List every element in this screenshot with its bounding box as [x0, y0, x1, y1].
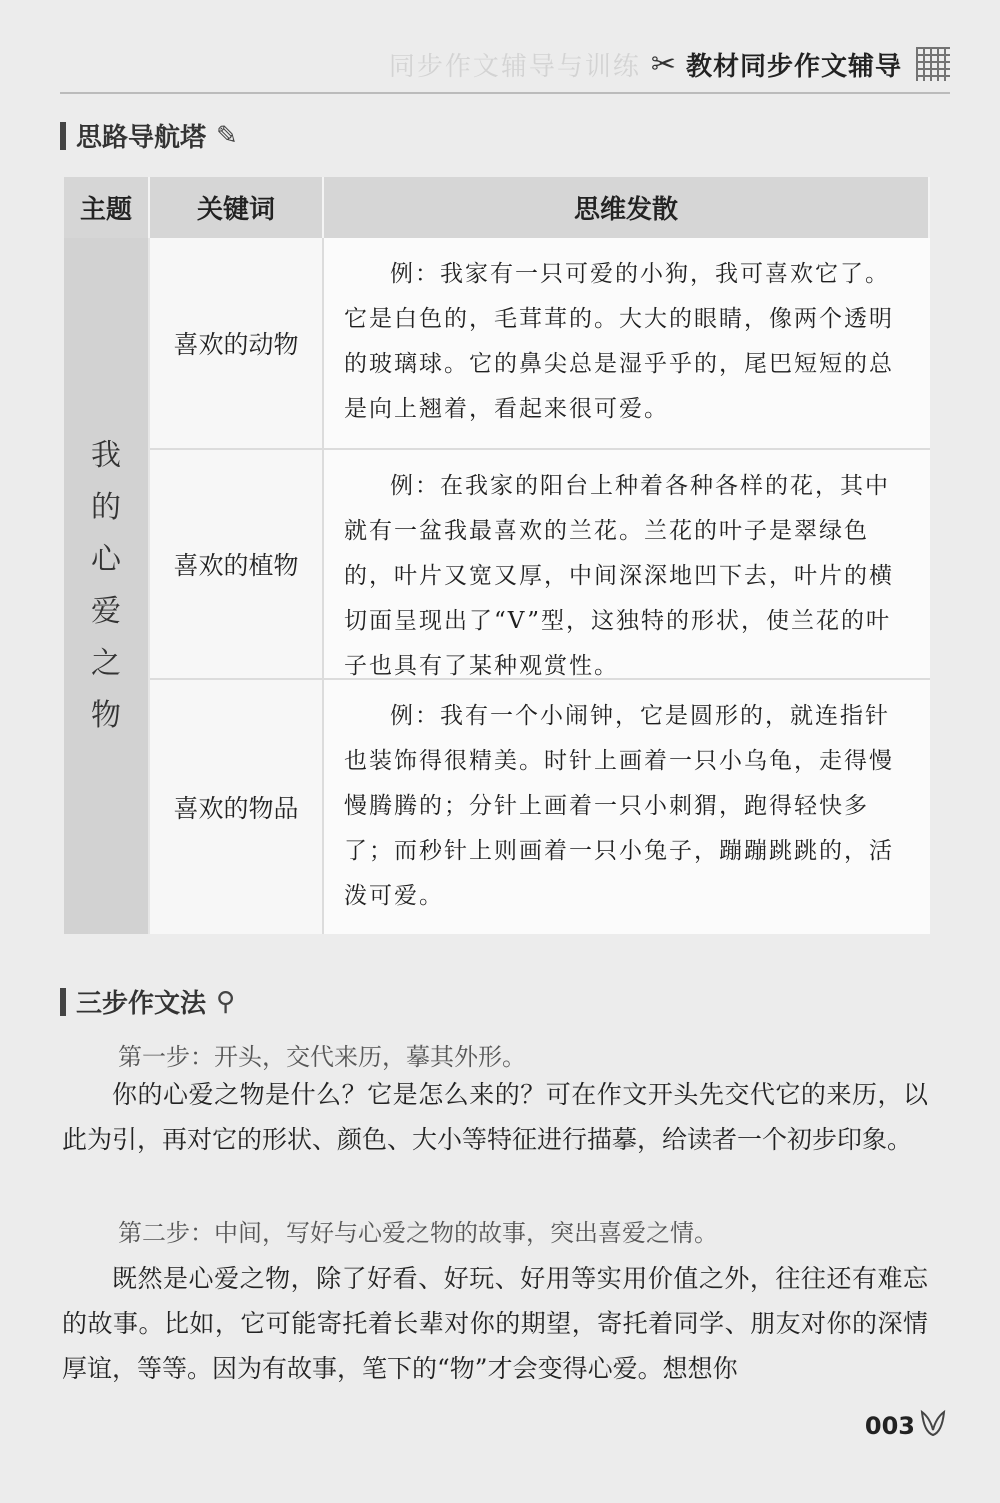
page-number: 003	[864, 1412, 915, 1440]
step-one: 第一步：开头，交代来历，摹其外形。	[118, 1043, 526, 1071]
topic-char: 爱	[91, 594, 121, 629]
paragraph-step-one: 你的心爱之物是什么？它是怎么来的？可在作文开头先交代它的来历，以此为引，再对它的形状、颜色、大小等特征进行描摹，给读者一个初步印象。	[62, 1080, 928, 1154]
table-header-topic: 主题	[64, 177, 150, 238]
header-ghost-text: 同步作文辅导与训练	[388, 51, 641, 82]
detail-object: 例：我有一个小闹钟，它是圆形的，就连指针也装饰得很精美。时针上画着一只小乌龟，走得慢慢腾腾的；分针上画着一只小刺猬，跑得轻快多了；而秒针上则画着一只小兔子，蹦蹦跳跳的，活泼可爱。	[344, 703, 894, 909]
idea-table	[64, 177, 930, 934]
topic-char: 我	[91, 438, 121, 473]
section-title: 思路导航塔	[76, 123, 207, 153]
section-heading-navigation	[60, 117, 238, 154]
keyword-object: 喜欢的物品	[150, 680, 324, 934]
detail-animal: 例：我家有一只可爱的小狗，我可喜欢它了。它是白色的，毛茸茸的。大大的眼睛，像两个透明的玻璃球。它的鼻尖总是湿乎乎的，尾巴短短的总是向上翘着，看起来很可爱。	[324, 238, 930, 450]
paragraph-step-two: 既然是心爱之物，除了好看、好玩、好用等实用价值之外，往往还有难忘的故事。比如，它可能寄托着长辈对你的期望，寄托着同学、朋友对你的深情厚谊，等等。因为有故事，笔下的“物”才会变得心爱。想想你	[62, 1264, 928, 1383]
step-two: 第二步：中间，写好与心爱之物的故事，突出喜爱之情。	[118, 1219, 718, 1247]
header-divider	[60, 92, 950, 94]
topic-char: 心	[91, 542, 121, 577]
magnifier-icon: ⚲	[216, 986, 236, 1017]
running-header	[389, 38, 950, 90]
keyword-plant: 喜欢的植物	[150, 450, 324, 680]
table-header-keyword: 关键词	[150, 177, 324, 238]
pencil-icon: ✎	[216, 120, 238, 151]
grid-icon	[916, 47, 950, 81]
heading-bar	[60, 122, 66, 150]
keyword-animal: 喜欢的动物	[150, 238, 324, 450]
topic-char: 之	[91, 646, 121, 681]
book-title: 教材同步作文辅导	[685, 51, 902, 82]
detail-plant: 例：在我家的阳台上种着各种各样的花，其中就有一盆我最喜欢的兰花。兰花的叶子是翠绿色的，叶片又宽又厚，中间深深地凹下去，叶片的横切面呈现出了“V”型，这独特的形状，使兰花的叶子也具有了某种观赏性。	[324, 450, 930, 680]
section-heading-three-steps	[60, 983, 235, 1020]
heading-bar	[60, 988, 66, 1016]
scissors-icon: ✂	[650, 46, 676, 82]
topic-cell	[64, 238, 150, 934]
topic-char: 的	[91, 490, 121, 525]
table-header-ideas: 思维发散	[324, 177, 930, 238]
topic-char: 物	[91, 698, 121, 733]
section-title: 三步作文法	[76, 989, 207, 1019]
leaf-icon	[918, 1408, 948, 1438]
